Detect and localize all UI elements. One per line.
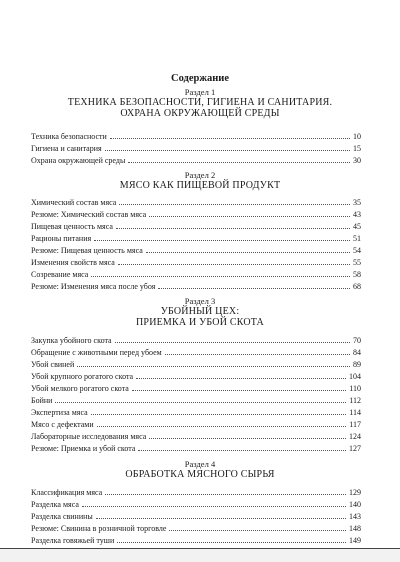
toc-entry[interactable]: Закупка убойного скота 70 <box>31 336 361 345</box>
toc-entry[interactable]: Убой свиней 89 <box>31 360 361 369</box>
toc-entry[interactable]: Резюме: Свинина в розничной торговле 148 <box>31 524 361 533</box>
page-bottom-edge <box>0 548 400 562</box>
toc-entry[interactable]: Охрана окружающей среды 30 <box>31 156 361 165</box>
section-1-title-line-1: ТЕХНИКА БЕЗОПАСНОСТИ, ГИГИЕНА И САНИТАРИЯ. <box>67 97 333 108</box>
toc-entry[interactable]: Разделка свинины 143 <box>31 512 361 521</box>
toc-title: Содержание <box>171 73 229 84</box>
toc-entry[interactable]: Разделка говяжьей туши 149 <box>31 536 361 545</box>
section-4-title-line-1: ОБРАБОТКА МЯСНОГО СЫРЬЯ <box>125 469 275 480</box>
toc-entry[interactable]: Классификация мяса 129 <box>31 488 361 497</box>
section-2-number: Раздел 2 <box>184 170 216 180</box>
toc-entry[interactable]: Бойни 112 <box>31 396 361 405</box>
toc-entry[interactable]: Химический состав мяса 35 <box>31 198 361 207</box>
section-1-number: Раздел 1 <box>184 87 216 97</box>
section-3-title-line-1: УБОЙНЫЙ ЦЕХ: <box>160 306 240 317</box>
toc-entry[interactable]: Пищевая ценность мяса 45 <box>31 222 361 231</box>
toc-entry[interactable]: Разделка мяса 140 <box>31 500 361 509</box>
toc-entry[interactable]: Обращение с животными перед убоем 84 <box>31 348 361 357</box>
toc-entry[interactable]: Резюме: Приемка и убой скота 127 <box>31 444 361 453</box>
toc-entry[interactable]: Лабораторные исследования мяса 124 <box>31 432 361 441</box>
section-1-title-line-2: ОХРАНА ОКРУЖАЮЩЕЙ СРЕДЫ <box>120 108 280 119</box>
section-3-number: Раздел 3 <box>184 296 216 306</box>
toc-entry[interactable]: Гигиена и санитария 15 <box>31 144 361 153</box>
toc-entry[interactable]: Изменения свойств мяса 55 <box>31 258 361 267</box>
toc-entry[interactable]: Резюме: Химический состав мяса 43 <box>31 210 361 219</box>
toc-entry[interactable]: Техника безопасности 10 <box>31 132 361 141</box>
toc-entry[interactable]: Созревание мяса 58 <box>31 270 361 279</box>
toc-entry[interactable]: Рационы питания 51 <box>31 234 361 243</box>
toc-entry[interactable]: Резюме: Изменения мяса после убоя 68 <box>31 282 361 291</box>
toc-entry[interactable]: Убой крупного рогатого скота 104 <box>31 372 361 381</box>
section-2-title-line-1: МЯСО КАК ПИЩЕВОЙ ПРОДУКТ <box>119 180 281 191</box>
toc-entry[interactable]: Убой мелкого рогатого скота 110 <box>31 384 361 393</box>
toc-entry[interactable]: Экспертиза мяса 114 <box>31 408 361 417</box>
toc-entry[interactable]: Резюме: Пищевая ценность мяса 54 <box>31 246 361 255</box>
section-4-number: Раздел 4 <box>184 459 216 469</box>
section-3-title-line-2: ПРИЕМКА И УБОЙ СКОТА <box>136 317 264 328</box>
toc-entry[interactable]: Мясо с дефектами 117 <box>31 420 361 429</box>
